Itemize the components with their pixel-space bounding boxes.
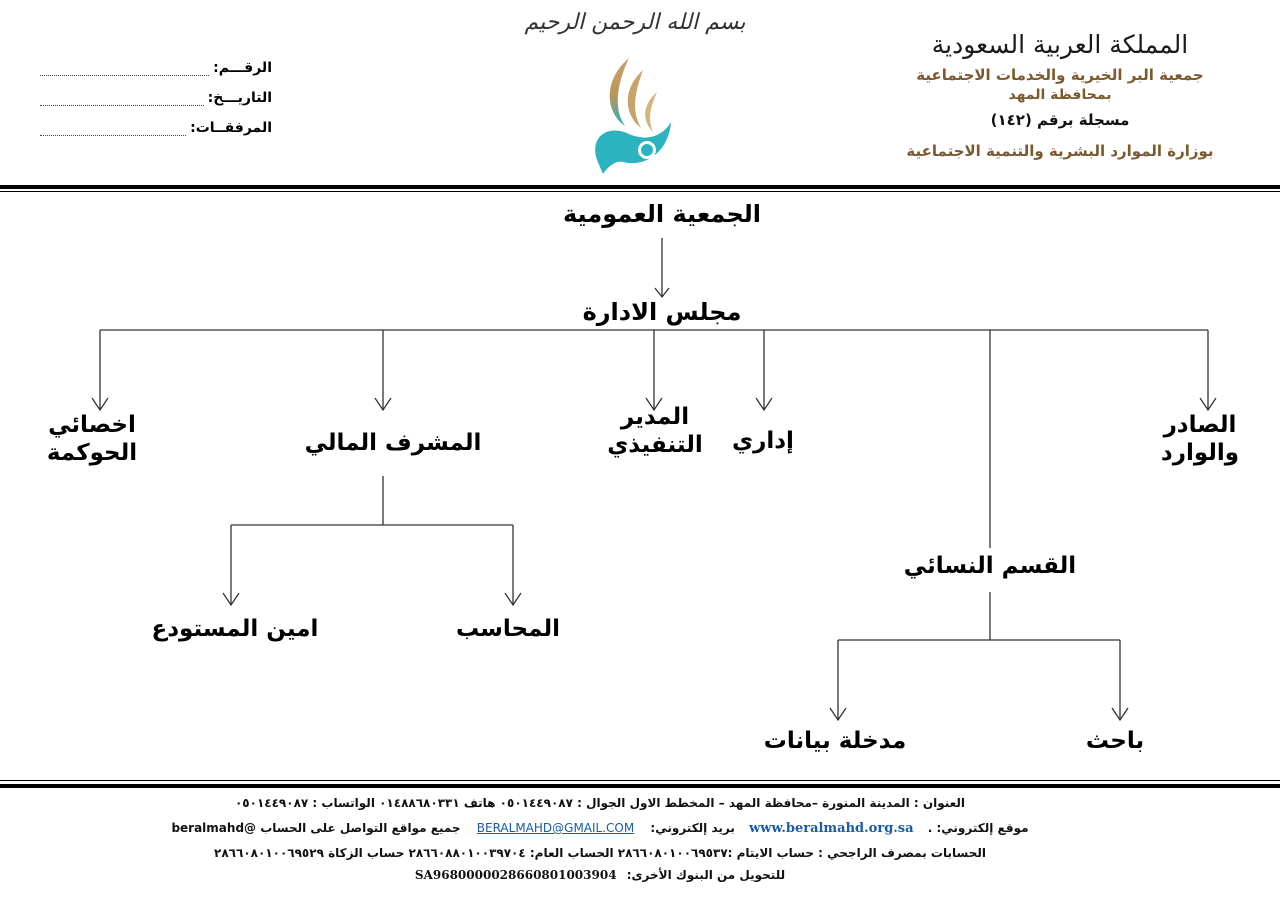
footer-bank-accounts: الحسابات بمصرف الراجحي : حساب الايتام :٢٨٦٦٠٨٠١٠٠٦٩٥٣٧ الحساب العام: ٢٨٦٦٠٨٨٠١٠٠٣٩٧٠٤ حساب الزكاة ٢٨٦٦٠٨٠١٠٠٦٩٥٢٩ <box>214 846 986 860</box>
node-data-entry: مدخلة بيانات <box>763 728 907 754</box>
footer-divider <box>0 784 1280 788</box>
footer-address: العنوان : المدينة المنورة –محافظة المهد – المخطط الاول الجوال : ٠٥٠١٤٤٩٠٨٧ هاتف ٠١٤٨٨٦٨٠٣٣١ الواتساب : ٠٥٠١٤٤٩٠٨٧ <box>234 796 966 810</box>
node-researcher: باحث <box>1085 728 1145 754</box>
node-executive-director: المدير التنفيذي <box>607 404 703 458</box>
node-warehouse-keeper: امين المستودع <box>151 616 319 642</box>
email-link[interactable]: BERALMAHD@GMAIL.COM <box>476 821 635 835</box>
node-governance-specialist: اخصائي الحوكمة <box>46 412 138 466</box>
meta-date-label: التاريـــخ: <box>207 90 272 106</box>
node-incoming-outgoing: الصادر والوارد <box>1160 412 1240 466</box>
footer-divider-thin <box>0 780 1280 781</box>
association-name: جمعية البر الخيرية والخدمات الاجتماعية <box>916 66 1204 84</box>
meta-number-label: الرقـــم: <box>213 60 272 76</box>
node-financial-supervisor: المشرف المالي <box>304 430 482 456</box>
node-administrative: إداري <box>732 428 794 454</box>
meta-attachments-label: المرفقــات: <box>190 120 272 136</box>
footer-contact <box>100 821 1100 836</box>
iban-value: SA9680000028660801003904 <box>414 868 617 882</box>
ministry-name: بوزارة الموارد البشرية والتنمية الاجتماعية <box>906 142 1214 160</box>
node-accountant: المحاسب <box>455 616 561 642</box>
registration-number: مسجلة برقم (١٤٢) <box>990 111 1130 129</box>
basmala: بسم الله الرحمن الرحيم <box>524 10 746 35</box>
footer-iban <box>100 868 1100 882</box>
iban-label: للتحويل من البنوك الأخرى: <box>626 868 786 882</box>
node-women-section: القسم النسائي <box>903 553 1077 579</box>
website-label: موقع إلكتروني: . <box>927 821 1029 835</box>
node-general-assembly: الجمعية العمومية <box>562 200 761 228</box>
node-board: مجلس الادارة <box>582 298 742 326</box>
social-accounts: جميع مواقع التواصل على الحساب @beralmahd <box>171 821 461 835</box>
email-label: بريد إلكتروني: <box>650 821 735 835</box>
governorate-name: بمحافظة المهد <box>1008 87 1112 103</box>
kingdom-name: المملكة العربية السعودية <box>931 30 1189 59</box>
website-link[interactable]: www.beralmahd.org.sa <box>749 821 914 836</box>
